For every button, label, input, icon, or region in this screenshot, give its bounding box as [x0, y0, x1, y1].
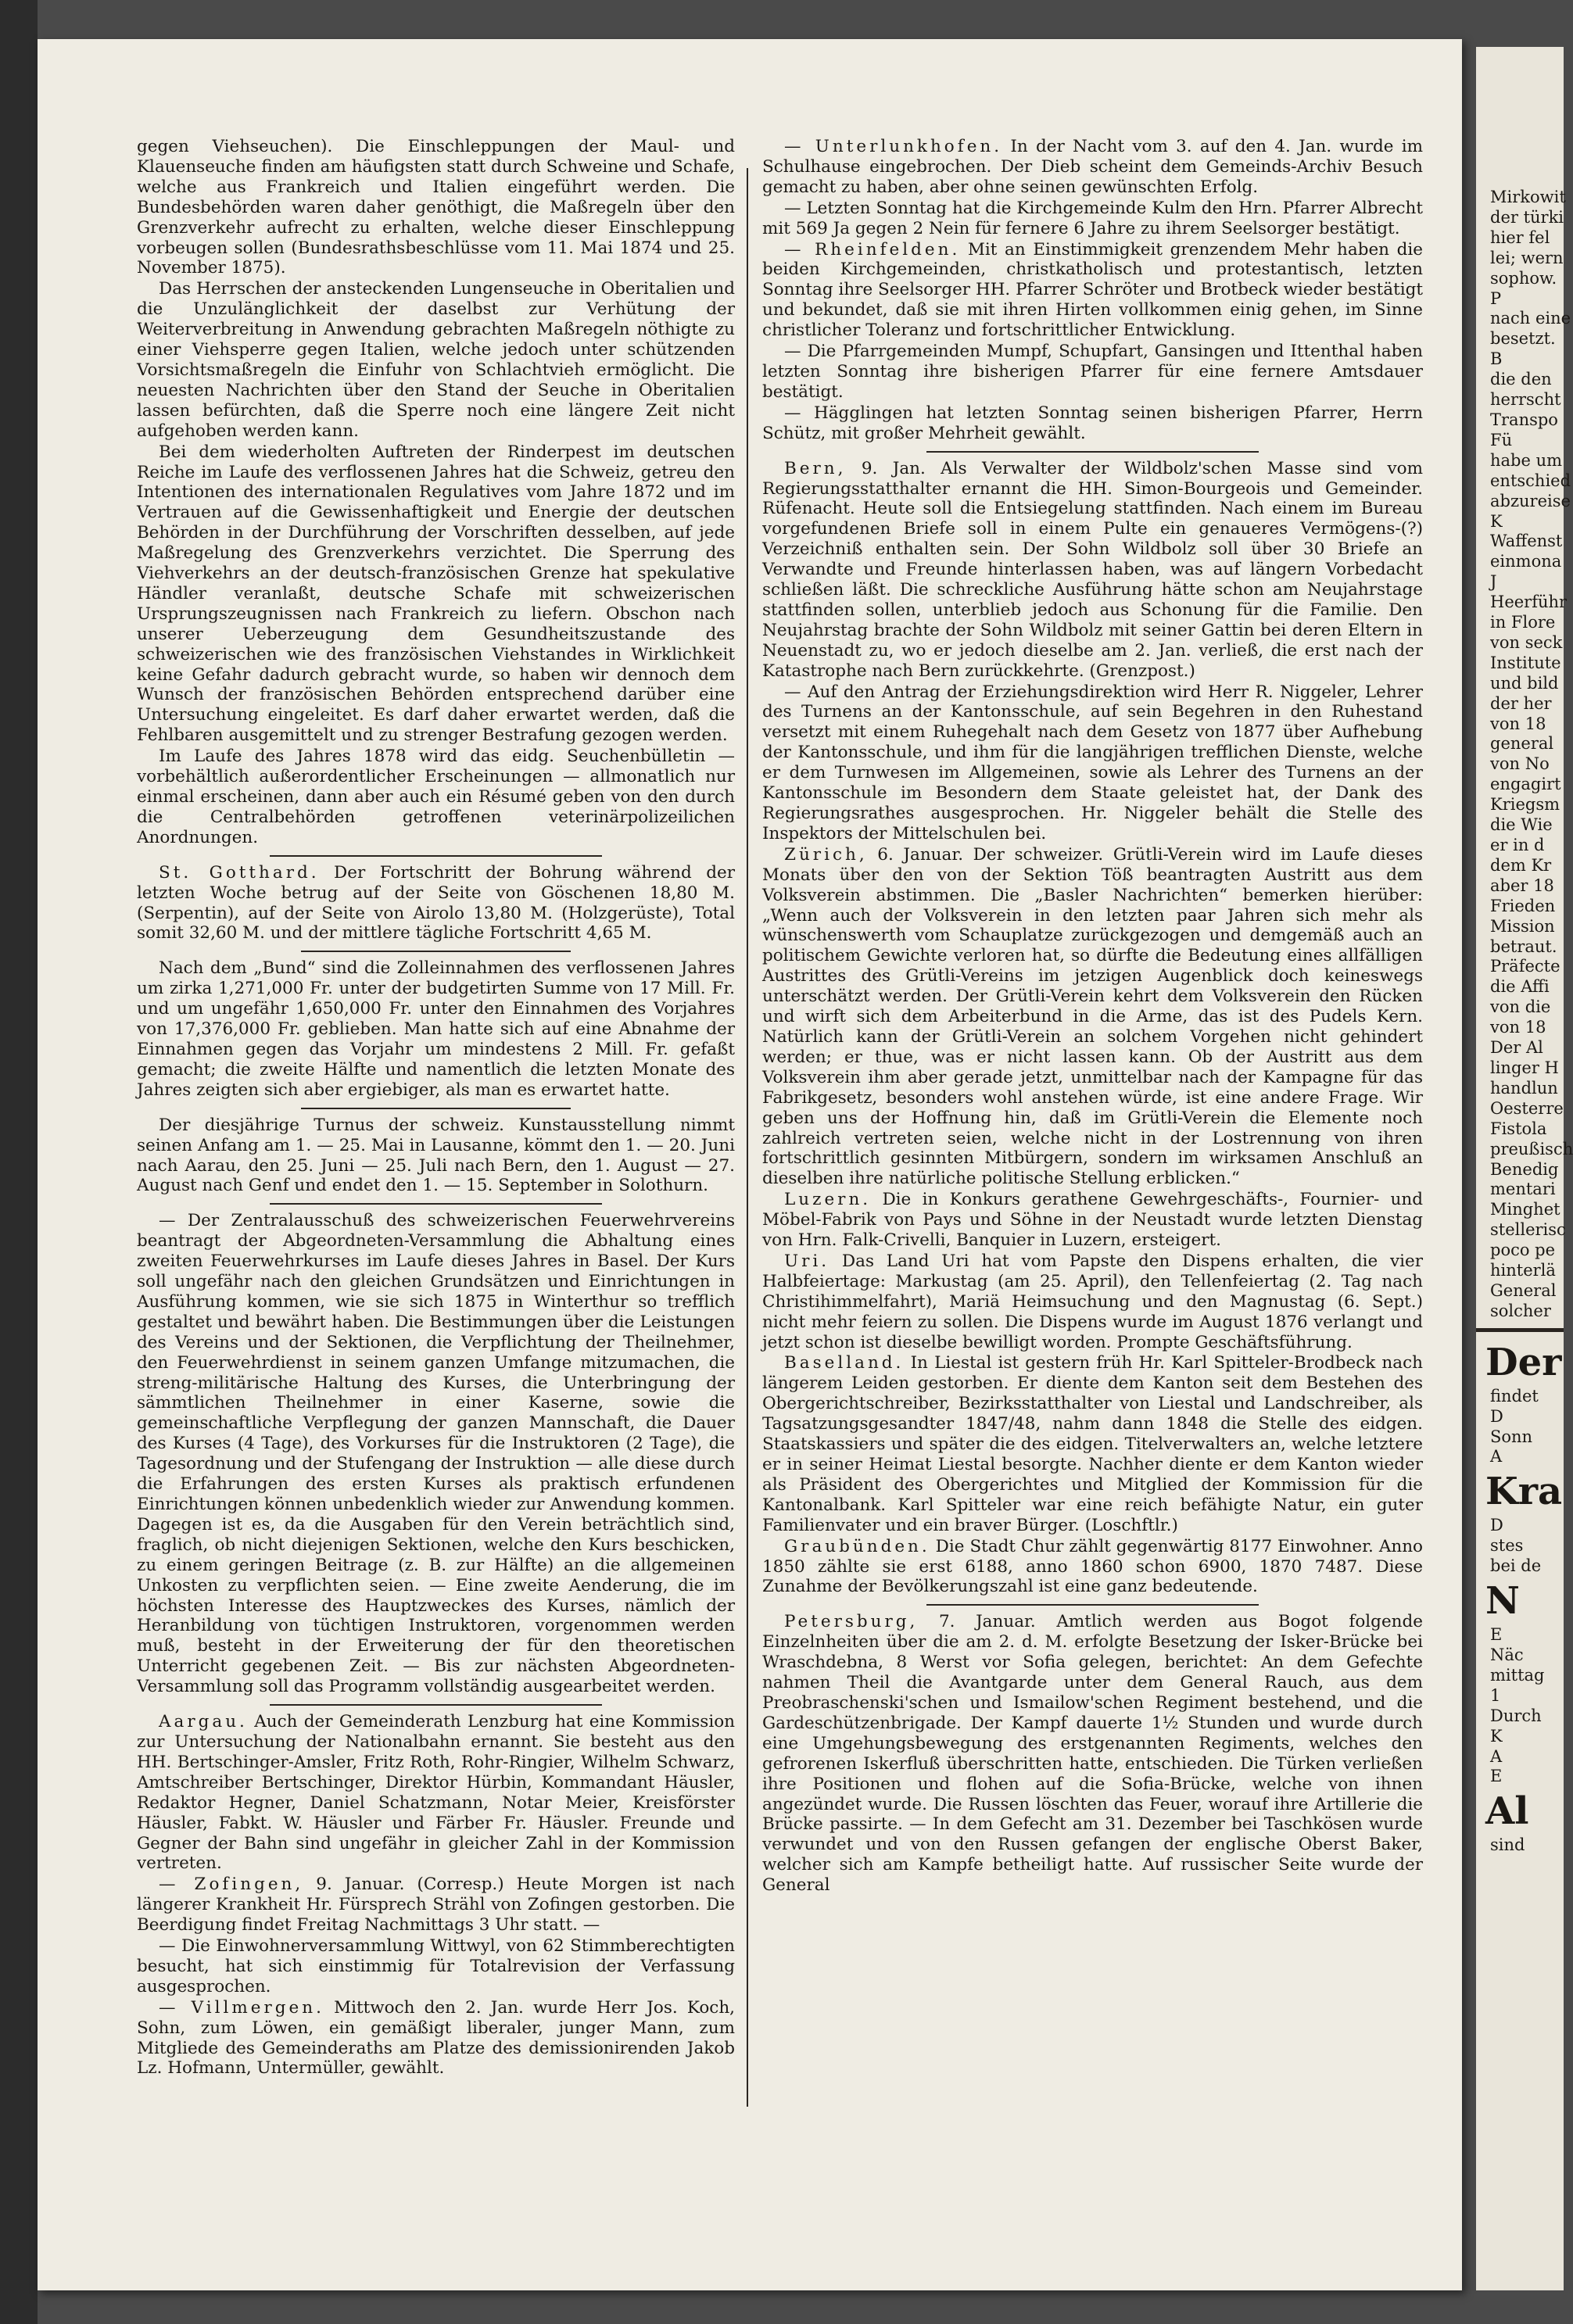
article-dateline: Baselland.	[784, 1353, 905, 1373]
next-page-line: habe um	[1490, 450, 1563, 470]
article-paragraph	[762, 682, 1423, 844]
article-paragraph	[137, 1875, 735, 1935]
next-page-line: hinterlä	[1490, 1261, 1556, 1280]
ad-line: D	[1490, 1406, 1503, 1426]
next-page-line: der türki	[1490, 207, 1564, 227]
article-text: — Die Pfarrgemeinden Mumpf, Schupfart, Gansingen und Ittenthal haben letzten Sonntag ihre bisherigen Pfarrer für eine fernere Amtsdauer bestätigt.	[762, 342, 1423, 402]
next-page-line: die Affi	[1490, 977, 1550, 997]
next-page-line: von seck	[1490, 632, 1563, 652]
next-page-line: er in d	[1490, 836, 1545, 854]
next-page-ads	[1476, 1338, 1564, 1857]
article-text: — Letzten Sonntag hat die Kirchgemeinde Kulm den Hrn. Pfarrer Albrecht mit 569 Ja gegen 2 Nein für fernere 6 Jahre zu ihrem Seelsorger bestätigt.	[762, 198, 1423, 238]
next-page-line: Fistola	[1490, 1119, 1547, 1138]
next-page-edge	[1476, 47, 1573, 2290]
ad-line: sind	[1490, 1835, 1525, 1855]
next-page-line: General	[1490, 1280, 1557, 1300]
next-page-line: herrscht	[1490, 390, 1561, 410]
article-paragraph	[137, 137, 735, 278]
article-paragraph	[762, 1252, 1423, 1353]
article-text: — Der Zentralausschuß des schweizerischen Feuerwehrvereins beantragt der Abgeordneten-Versammlung die Abhaltung eines zweiten Feuerwehrkurses im Laufe dieses Jahres in Basel. Der Kurs soll ungefähr nach den gleichen Grundsätzen und Einrichtungen in Ausführung kommen, wie sie sich 1875 in Winterthur so trefflich gestaltet und bewährt haben. Die Bestimmungen über die Leistungen des Vereins und der Sektionen, die Verpflichtung der Theilnehmer, den Feuerwehrdienst in seinem ganzen Umfange mitzumachen, die streng-militärische Haltung des Kurses, die Unterbringung der sämmtlichen Theilnehmer in einer Kaserne, sowie die gemeinschaftliche Verpflegung der ganzen Mannschaft, die Dauer des Kurses (4 Tage), des Vorkurses für die Instruktoren (2 Tage), die Tagesordnung und der Stufengang der Instruktion — alle diese durch die Erfahrungen des ersten Kurses als praktisch erfundenen Einrichtungen können unbedenklich wieder zur Anwendung kommen. Dagegen ist es, da die Ausgaben für den Verein beträchtlich sind, fraglich, ob nicht diejenigen Sektionen, welche den Kurs beschicken, zu einem geringen Beitrage (z. B. zur Hälfte) an die allgemeinen Unkosten zu verpflichten seien. — Eine zweite Aenderung, die im höchsten Interesse des Hauptzweckes des Kurses, nämlich der Heranbildung von tüchtigen Instruktoren, vorgenommen werden muß, besteht in der Erweiterung der für den theoretischen Unterricht gegebenen Zeit. — Bis zur nächsten Abgeordneten-Versammlung soll das Programm vollständig ausgearbeitet werden.	[137, 1211, 735, 1697]
column-rule	[747, 168, 748, 2107]
next-page-line: Heerführ	[1490, 593, 1568, 612]
next-page-line: aber 18	[1490, 876, 1554, 895]
article-text: Mit an Einstimmigkeit grenzendem Mehr haben die beiden Kirchgemeinden, christkatholisch und protestantisch, letzten Sonntag ihre Seelsorger HH. Pfarrer Schröter und Brotbeck wieder bestätigt und bekundet, daß sie mit ihren Hirten vollkommen einig gehen, im Sinne christlicher Toleranz und fortschrittlicher Entwicklung.	[762, 239, 1423, 341]
section-separator	[301, 1108, 571, 1109]
article-dateline: Graubünden.	[784, 1536, 930, 1556]
article-paragraph	[762, 845, 1423, 1189]
article-text: Im Laufe des Jahres 1878 wird das eidg. Seuchenbülletin — vorbehältlich außerordentlicher Erscheinungen — allmonatlich nur einmal erscheinen, dann aber auch ein Résumé geben von den durch die Centralbehörden getroffenen veterinärpolizeilichen Anordnungen.	[137, 747, 735, 847]
article-paragraph	[137, 1998, 735, 2079]
article-paragraph	[762, 1190, 1423, 1251]
article-text: In der Nacht vom 3. auf den 4. Jan. wurde im Schulhause eingebrochen. Der Dieb scheint dem Gemeinds-Archiv Besuch gemacht zu haben, aber ohne seinen gewünschten Erfolg.	[762, 137, 1424, 197]
article-text: Die Stadt Chur zählt gegenwärtig 8177 Einwohner. Anno 1850 zählte sie erst 6188, anno 1860 schon 6900, 1870 7487. Diese Zunahme der Bevölkerungszahl ist eine ganz bedeutende.	[762, 1536, 1423, 1597]
section-separator	[926, 1604, 1259, 1606]
ad-line: bei de	[1490, 1556, 1542, 1576]
article-text: 9. Januar. (Corresp.) Heute Morgen ist nach längerer Krankheit Hr. Fürsprech Strähl von Zofingen gestorben. Die Beerdigung findet Freitag Nachmittags 3 Uhr statt. —	[137, 1875, 735, 1935]
article-paragraph	[137, 1211, 735, 1697]
article-paragraph	[137, 279, 735, 441]
article-paragraph	[762, 1537, 1423, 1598]
article-paragraph	[762, 403, 1423, 444]
article-dateline: — Unterlunkhofen.	[784, 137, 1003, 156]
ad-line: D	[1490, 1516, 1503, 1535]
article-text: — Auf den Antrag der Erziehungsdirektion wird Herr R. Niggeler, Lehrer des Turnens an der Kantonsschule, auf sein Begehren in den Ruhestand versetzt mit einem Ruhegehalt nach dem Gesetz von 1877 über Aufhebung der Kantonsschule, und ihm für die langjährigen trefflichen Dienste, welche er dem Turnwesen im Allgemeinen, sowie als Lehrer des Turnens an der Kantonsschule im Besondern dem Staate geleistet hat, der Dank des Regierungsrathes ausgesprochen. Hr. Niggeler behält die Stelle des Inspektors der Mittelschulen bei.	[762, 682, 1423, 843]
ad-line: 1	[1490, 1685, 1501, 1705]
next-page-line: Mirkowit	[1490, 188, 1566, 206]
article-text: In Liestal ist gestern früh Hr. Karl Spitteler-Brodbeck nach längerem Leiden gestorben. Er diente dem Kanton seit dem Bestehen des Obergerichtschreiber, Bezirksstatthalter von Liestal und Landschreiber, als Tagsatzungsgesandter 1847/48, nahm dann 1848 die Stelle des eidgen. Staatskassiers und später die des eidgen. Titelverwalters an, welche letztere er in seiner Heimat Liestal besorgte. Nachher diente er dem Kanton wieder als Präsident des Obergerichtes und Mitglied der Kommission für die Kantonalbank. Karl Spitteler war eine reich befähigte Natur, ein guter Familienvater und ein braver Bürger. (Loschftlr.)	[762, 1353, 1423, 1535]
article-text: — Die Einwohnerversammlung Wittwyl, von 62 Stimmberechtigten besucht, hat sich einstimmig für Totalrevision der Verfassung ausgesprochen.	[137, 1936, 735, 1996]
article-text: Die in Konkurs gerathene Gewehrgeschäfts-, Fournier- und Möbel-Fabrik von Pays und Söhne in der Neustadt wurde letzten Dienstag von Hrn. Falk-Crivelli, Banquier in Luzern, ersteigert.	[762, 1190, 1423, 1251]
next-page-line: hier fel	[1490, 227, 1550, 247]
article-paragraph	[137, 747, 735, 848]
article-text: 6. Januar. Der schweizer. Grütli-Verein wird im Laufe dieses Monats über den von der Sektion Töß beantragten Austritt aus dem Volksverein abstimmen. Die „Basler Nachrichten“ bemerken hierüber: „Wenn auch der Volksverein in den letzten paar Jahren sich mehr als wünschenswerth vom Schauplatze zurückgezogen und demgemäß auch an politischem Gewichte verloren hat, so dürfte die Bedeutung eines allfälligen Austrittes des Grütli-Vereins im jetzigen Augenblick doch keineswegs unterschätzt werden. Der Grütli-Verein kehrt dem Volksverein den Rücken und wirft sich dem Arbeiterbund in die Arme, das ist des Pudels Kern. Natürlich kann der Grütli-Verein an solchem Vorgehen nicht gehindert werden; er thue, was er nicht lassen kann. Ob der Austritt aus dem Volksverein ihm aber gerade jetzt, unmittelbar nach der Kampagne für das Fabrikgesetz, besonders wohl anstehen würde, ist eine andere Frage. Wir geben uns der Hoffnung hin, daß im Grütli-Verein die Elemente noch zahlreich vertreten seien, welche nicht in der Lostrennung von ihren fortschrittlich gesinnten Mitbürgern, sondern im wirksamen Anschluß an dieselben ihre natürliche politische Stellung erblicken.“	[762, 844, 1423, 1189]
article-paragraph	[137, 1115, 735, 1197]
article-dateline: Bern,	[784, 458, 847, 478]
article-paragraph	[137, 1712, 735, 1874]
article-paragraph	[137, 442, 735, 747]
article-text: Das Land Uri hat vom Papste den Dispens erhalten, die vier Halbfeiertage: Markustag (am 25. April), den Tellenfeiertag (2. Tag nach Christihimmelfahrt), Mariä Heimsuchung und den Magnustag (6. Sept.) nicht mehr feiern zu sollen. Die Dispens wurde im August 1876 verlangt und jetzt schon ist dieselbe bewilligt worden. Prompte Geschäftsführung.	[762, 1251, 1423, 1352]
ad-heading: Al	[1485, 1789, 1529, 1834]
next-page-line: nach eine	[1490, 309, 1571, 328]
ad-heading: N	[1485, 1579, 1520, 1624]
next-page-line: einmona	[1490, 552, 1562, 571]
next-page-line: dem Kr	[1490, 855, 1552, 875]
article-text: 7. Januar. Amtlich werden aus Bogot folgende Einzelnheiten über die am 2. d. M. erfolgte Besetzung der Isker-Brücke bei Wraschdebna, 8 Werst vor Sofia gelegen, berichtet: An dem Gefechte nahmen Theil die Avantgarde unter dem General Rauch, aus dem Preobraschenski'schen und Ismailow'schen Regiment bestehend, und die Gardeschützenbrigade. Der Kampf dauerte 1½ Stunden und wurde durch eine Umgehungsbewegung des erstgenannten Regiments, welches den gefrorenen Iskerfluß überschritten hatte, entschieden. Die Türken verließen ihre Positionen und flohen auf die Sofia-Brücke, welche von ihnen angezündet wurde. Die Russen löschten das Feuer, worauf ihre Artillerie die Brücke passirte. — In dem Gefecht am 31. Dezember bei Taschkösen wurde verwundet und von den Russen gefangen der englische Oberst Baker, welcher sich am Kampfe betheiligt hatte. Auf russischer Seite wurde der General	[762, 1612, 1423, 1896]
ad-line: E	[1490, 1625, 1503, 1645]
next-page-line: J	[1490, 572, 1497, 592]
ad-line: Durch	[1490, 1706, 1542, 1725]
article-paragraph	[762, 459, 1423, 682]
article-dateline: Petersburg,	[784, 1612, 919, 1632]
next-page-line: besetzt.	[1490, 329, 1556, 349]
next-page-line: mentari	[1490, 1180, 1556, 1199]
ad-line: E	[1490, 1767, 1503, 1786]
article-dateline: St. Gotthard.	[159, 862, 320, 883]
next-page-line: solcher	[1490, 1301, 1551, 1320]
next-page-line: von 18	[1490, 1018, 1546, 1037]
next-page-line: poco pe	[1490, 1241, 1556, 1260]
next-page-line: Waffenst	[1490, 532, 1563, 551]
next-page-line: Oesterre	[1490, 1098, 1564, 1118]
next-page-line: linger H	[1490, 1058, 1559, 1077]
next-page-line: stellerisc	[1490, 1220, 1566, 1240]
next-page-line: Institute	[1490, 653, 1561, 672]
next-page-line: Transpo	[1490, 410, 1558, 429]
next-page-line: von die	[1490, 997, 1551, 1017]
next-page-line: der her	[1490, 693, 1552, 713]
article-text: — Hägglingen hat letzten Sonntag seinen bisherigen Pfarrer, Herrn Schütz, mit großer Mehrheit gewählt.	[762, 403, 1423, 443]
next-page-line: preußisch	[1490, 1139, 1573, 1158]
article-dateline: Aargau.	[159, 1712, 248, 1732]
article-paragraph	[762, 1353, 1423, 1535]
article-paragraph	[762, 342, 1423, 403]
next-page-line: die Wie	[1490, 815, 1553, 835]
ad-line: mittag	[1490, 1665, 1545, 1685]
article-text: Der diesjährige Turnus der schweiz. Kunstausstellung nimmt seinen Anfang am 1. — 25. Mai in Lausanne, kömmt den 1. — 20. Juni nach Aarau, den 25. Juni — 25. Juli nach Bern, den 1. August — 27. August nach Genf und endet den 1. — 15. September in Solothurn.	[137, 1115, 735, 1196]
next-page-line: von No	[1490, 754, 1550, 774]
article-text: gegen Viehseuchen). Die Einschleppungen der Maul- und Klauenseuche finden am häufigsten statt durch Schweine und Schafe, welche aus Frankreich und Italien eingeführt werden. Die Bundesbehörden waren daher genöthigt, die Maßregeln über den Grenzverkehr aufrecht zu erhalten, welche dieser Einschleppung vorbeugen sollen (Bundesrathsbeschlüsse vom 11. Mai 1874 und 25. November 1875).	[137, 137, 735, 278]
book-binding	[0, 0, 38, 2324]
article-text: Das Herrschen der ansteckenden Lungenseuche in Oberitalien und die Unzulänglichkeit der daselbst zur Verhütung der Weiterverbreitung in Anwendung gebrachten Maßregeln nöthigte zu einer Viehsperre gegen Italien, welche jedoch unter schützenden Vorsichtsmaßregeln die Einfuhr von Schlachtvieh ermöglicht. Die neuesten Nachrichten über den Stand der Seuche in Oberitalien lassen befürchten, daß die Sperre noch eine längere Zeit nicht aufgehoben werden kann.	[137, 279, 735, 441]
ad-line: Sonn	[1490, 1427, 1533, 1446]
ad-heading: Der	[1485, 1340, 1562, 1384]
article-text: Bei dem wiederholten Auftreten der Rinderpest im deutschen Reiche im Laufe des verflossenen Jahres hat die Schweiz, getreu den Intentionen des internationalen Regulatives vom Jahre 1872 und im Vertrauen auf die Gewissenhaftigkeit und Energie der deutschen Behörden in der Durchführung der Vorschriften desselben, auf jede Maßregelung des Grenzverkehrs verzichtet. Die Sperrung des Viehverkehrs an der deutsch-französischen Grenze hat spekulative Händler veranlaßt, deutsche Schafe mit schweizerischen Ursprungszeugnissen nach Frankreich zu liefern. Obschon nach unserer Ueberzeugung dem Gesundheitszustande des schweizerischen wie des französischen Viehstandes in Wirklichkeit keine Gefahr dadurch gebracht wurde, so haben wir dennoch dem Wunsch der französischen Behörden entsprechend darüber eine Untersuchung eingeleitet. Es darf daher erwartet werden, daß die Fehlbaren ausgemittelt und zu strenger Bestrafung gezogen werden.	[137, 442, 735, 746]
article-paragraph	[762, 137, 1423, 198]
section-separator	[270, 855, 602, 857]
next-page-line: abzureise	[1490, 491, 1571, 510]
article-dateline: — Zofingen,	[159, 1875, 304, 1895]
next-page-line: Präfecte	[1490, 957, 1560, 976]
article-dateline: Zürich,	[784, 844, 868, 865]
next-page-line: betraut.	[1490, 936, 1557, 956]
article-paragraph	[762, 199, 1423, 239]
article-dateline: — Villmergen.	[159, 1997, 324, 2018]
ad-line: K	[1490, 1726, 1503, 1746]
article-paragraph	[762, 1612, 1423, 1896]
article-paragraph	[137, 958, 735, 1100]
next-page-line: lei; wern	[1490, 248, 1564, 267]
next-page-line: P	[1490, 288, 1502, 308]
right-column	[762, 137, 1423, 1896]
next-page-line: Mission	[1490, 916, 1555, 936]
next-page-line: Frieden	[1490, 896, 1556, 915]
ad-line: A	[1490, 1746, 1503, 1766]
next-page-line: in Flore	[1490, 613, 1556, 632]
ad-heading: Kra	[1485, 1470, 1563, 1514]
ad-line: Näc	[1490, 1645, 1524, 1664]
section-separator	[270, 1704, 602, 1706]
left-column	[137, 137, 735, 2079]
next-page-line: Benedig	[1490, 1159, 1559, 1179]
ad-line: A	[1490, 1447, 1503, 1466]
article-paragraph	[762, 240, 1423, 342]
next-page-line: engagirt	[1490, 775, 1561, 794]
article-dateline: Luzern.	[784, 1190, 872, 1210]
next-page-line: general	[1490, 734, 1554, 754]
section-separator	[270, 1203, 602, 1205]
next-page-line: und bild	[1490, 673, 1559, 693]
next-page-line: sophow.	[1490, 268, 1557, 288]
next-page-line: die den	[1490, 370, 1552, 389]
ad-line: stes	[1490, 1536, 1524, 1556]
next-page-line: handlun	[1490, 1078, 1558, 1098]
ad-line: findet	[1490, 1386, 1539, 1406]
article-paragraph	[137, 863, 735, 944]
next-page-rule	[1476, 1328, 1564, 1332]
next-page-line: entschied	[1490, 471, 1571, 490]
section-separator	[926, 451, 1259, 453]
section-separator	[301, 951, 571, 952]
next-page-line: Der Al	[1490, 1038, 1543, 1058]
article-dateline: — Rheinfelden.	[784, 239, 961, 260]
article-dateline: Uri.	[784, 1251, 830, 1271]
article-text: Nach dem „Bund“ sind die Zolleinnahmen des verflossenen Jahres um zirka 1,271,000 Fr. unter der budgetirten Summe von 17 Mill. Fr. und um ungefähr 1,650,000 Fr. unter den Einnahmen des Vorjahres von 17,376,000 Fr. geblieben. Man hatte sich auf eine Abnahme der Einnahmen gegen das Vorjahr um mindestens 2 Mill. Fr. gefaßt gemacht; die zweite Hälfte und namentlich die letzten Monate des Jahres zeigten sich aber ergiebiger, als man es erwartet hatte.	[137, 958, 735, 1100]
next-page-line: K	[1490, 511, 1503, 531]
next-page-line: B	[1490, 349, 1503, 369]
next-page-line: Fü	[1490, 430, 1513, 449]
next-page-line: von 18	[1490, 714, 1546, 733]
next-page-line: Minghet	[1490, 1200, 1560, 1219]
next-page-line: Kriegsm	[1490, 795, 1560, 815]
article-text: Auch der Gemeinderath Lenzburg hat eine Kommission zur Untersuchung der Nationalbahn ernannt. Sie besteht aus den HH. Bertschinger-Amsler, Fritz Roth, Rohr-Ringier, Wilhelm Schwarz, Amtschreiber Bertschinger, Direktor Hürbin, Kommandant Häusler, Redaktor Hegner, Daniel Schatzmann, Notar Meier, Kreisförster Häusler, Fabkt. W. Häusler und Färber Fr. Häusler. Freunde und Gegner der Bahn sind ungefähr in gleicher Zahl in der Kommission vertreten.	[137, 1712, 735, 1874]
next-page-text	[1476, 47, 1573, 1322]
article-text: 9. Jan. Als Verwalter der Wildbolz'schen Masse sind vom Regierungsstatthalter ernannt die HH. Simon-Bourgeois und Gemeinder. Rüfenacht. Heute soll die Entsiegelung stattfinden. Nach einem im Bureau vorgefundenen Briefe soll in einem Pulte ein genaueres Vermögens-(?) Verzeichniß enthalten sein. Der Sohn Wildbolz soll über 30 Briefe an Verwandte und Freunde hinterlassen haben, was auf längern Vorbedacht schließen läßt. Die schreckliche Ausführung hätte schon am Neujahrstage stattfinden sollen, unterblieb jedoch aus Schonung für die Familie. Den Neujahrstag brachte der Sohn Wildbolz mit seiner Gattin bei deren Eltern in Neuenstadt zu, wo er jedoch dieselbe am 2. Jan. verließ, die erst nach der Katastrophe nach Bern zurückkehrte. (Grenzpost.)	[762, 458, 1423, 681]
article-text: Der Fortschritt der Bohrung während der letzten Woche betrug auf der Seite von Göschenen 18,80 M. (Serpentin), auf der Seite von Airolo 13,80 M. (Holzgerüste), Total somit 32,60 M. und der mittlere tägliche Fortschritt 4,65 M.	[137, 862, 735, 944]
article-text: Mittwoch den 2. Jan. wurde Herr Jos. Koch, Sohn, zum Löwen, ein gemäßigt liberaler, junger Mann, zum Mitgliede des Gemeinderaths am Platze des demissionirenden Jakob Lz. Hofmann, Untermüller, gewählt.	[137, 1997, 735, 2079]
article-paragraph	[137, 1936, 735, 1997]
